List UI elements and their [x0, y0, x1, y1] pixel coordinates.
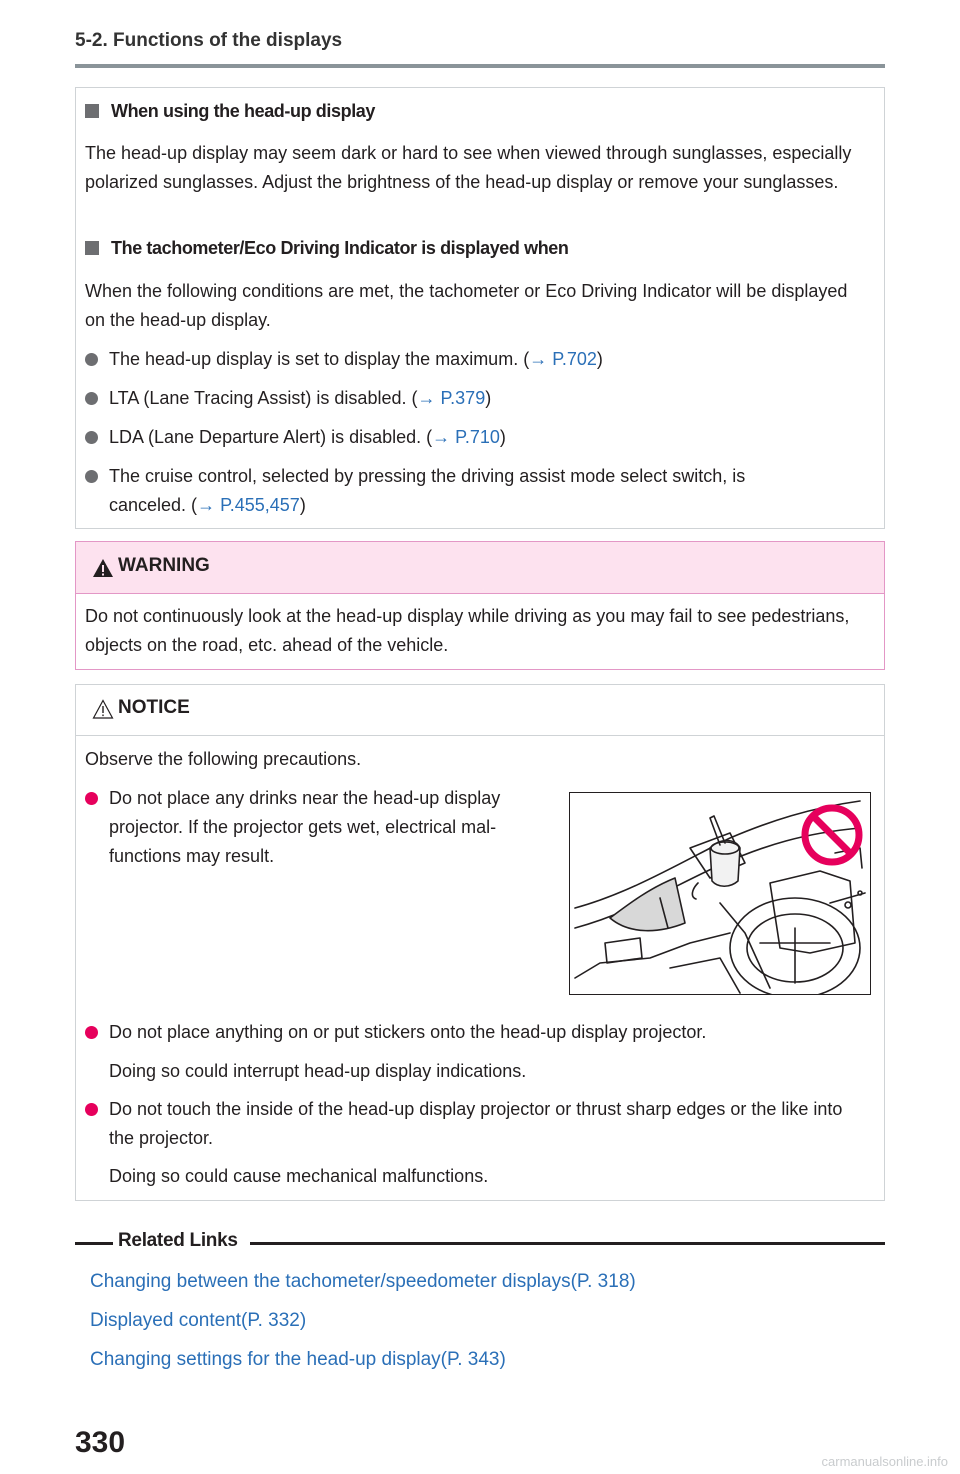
- warning-text: Do not continuously look at the head-up display while driving as you may fail to see pedestrians, objects on the road, etc. ahead of the vehicle.: [85, 606, 850, 655]
- hud-projector-drink-illustration: [569, 792, 871, 995]
- para-sunglasses: The head-up display may seem dark or hard to see when viewed through sunglasses, especially polarized sunglasses. Adjust the brightness of the head-up display or remove your sunglasses.: [85, 143, 852, 192]
- warning-header: [76, 542, 884, 594]
- caution-triangle-icon: [92, 699, 114, 719]
- watermark: carmanualsonline.info: [821, 1454, 948, 1469]
- bullet-icon: [85, 1103, 98, 1116]
- related-link[interactable]: Displayed content(P. 332): [90, 1310, 307, 1331]
- bullet-icon: [85, 792, 98, 805]
- heading-hud-use: When using the head-up display: [85, 101, 375, 122]
- bullet-icon: [85, 392, 98, 405]
- warning-box: [75, 541, 885, 670]
- dashboard-drawing: [570, 793, 870, 994]
- page-link[interactable]: → P.710: [432, 427, 500, 447]
- related-links-title: Related Links: [118, 1230, 238, 1251]
- bullet-icon: [85, 1026, 98, 1039]
- related-rule-left: [75, 1242, 113, 1245]
- page-link[interactable]: → P.455,457: [197, 495, 300, 515]
- related-link[interactable]: Changing between the tachometer/speedometer displays(P. 318): [90, 1271, 636, 1292]
- square-bullet-icon: [85, 104, 99, 118]
- square-bullet-icon: [85, 241, 99, 255]
- warning-triangle-icon: [92, 558, 114, 578]
- page-link[interactable]: → P.379: [417, 388, 486, 408]
- bullet-icon: [85, 470, 98, 483]
- heading-tachometer: The tachometer/Eco Driving Indicator is displayed when: [85, 238, 569, 259]
- related-rule-right: [250, 1242, 885, 1245]
- bullet-icon: [85, 353, 98, 366]
- warning-title: WARNING: [118, 555, 210, 576]
- page-link[interactable]: → P.702: [529, 349, 597, 369]
- notice-box: NOTICE Observe the following precautions. Do not place any drinks near the head-up display projector. If the projector gets wet, electrical mal-functions may result. Do not place anything on or put stickers onto the head-up display projector. Doing so could interrupt head-up display indications. Do not touch the inside of the head-up display projector or thrust sharp edges or the like into the projector. Doing so could cause mechanical malfunctions.: [75, 684, 885, 1201]
- notice-subtext: Doing so could interrupt head-up display indications.: [109, 1061, 527, 1081]
- bullet-icon: [85, 431, 98, 444]
- section-header: 5-2. Functions of the displays: [75, 30, 343, 51]
- notice-title: NOTICE: [118, 697, 190, 718]
- page-number: 330: [75, 1426, 126, 1459]
- para-conditions: When the following conditions are met, the tachometer or Eco Driving Indicator will be displayed on the head-up display.: [85, 281, 848, 330]
- notice-header: [76, 685, 884, 736]
- info-box: When using the head-up display The head-up display may seem dark or hard to see when viewed through sunglasses, especially polarized sunglasses. Adjust the brightness of the head-up display or remove your sunglasses. The tachometer/Eco Driving Indicator is displayed when When the following conditions are met, the tachometer or Eco Driving Indicator will be displayed on the head-up display. The head-up display is set to display the maximum. (→ P.702) LTA (Lane Tracing Assist) is disabled. (→ P.379) LDA (Lane Departure Alert) is disabled. (→ P.710) The cruise control, selected by pressing the driving assist mode select switch, is canceled. (→ P.455,457): [75, 87, 885, 529]
- notice-intro: Observe the following precautions.: [85, 749, 362, 769]
- header-rule: [75, 64, 885, 68]
- related-link[interactable]: Changing settings for the head-up display(P. 343): [90, 1349, 506, 1370]
- notice-subtext: Doing so could cause mechanical malfunctions.: [109, 1166, 489, 1186]
